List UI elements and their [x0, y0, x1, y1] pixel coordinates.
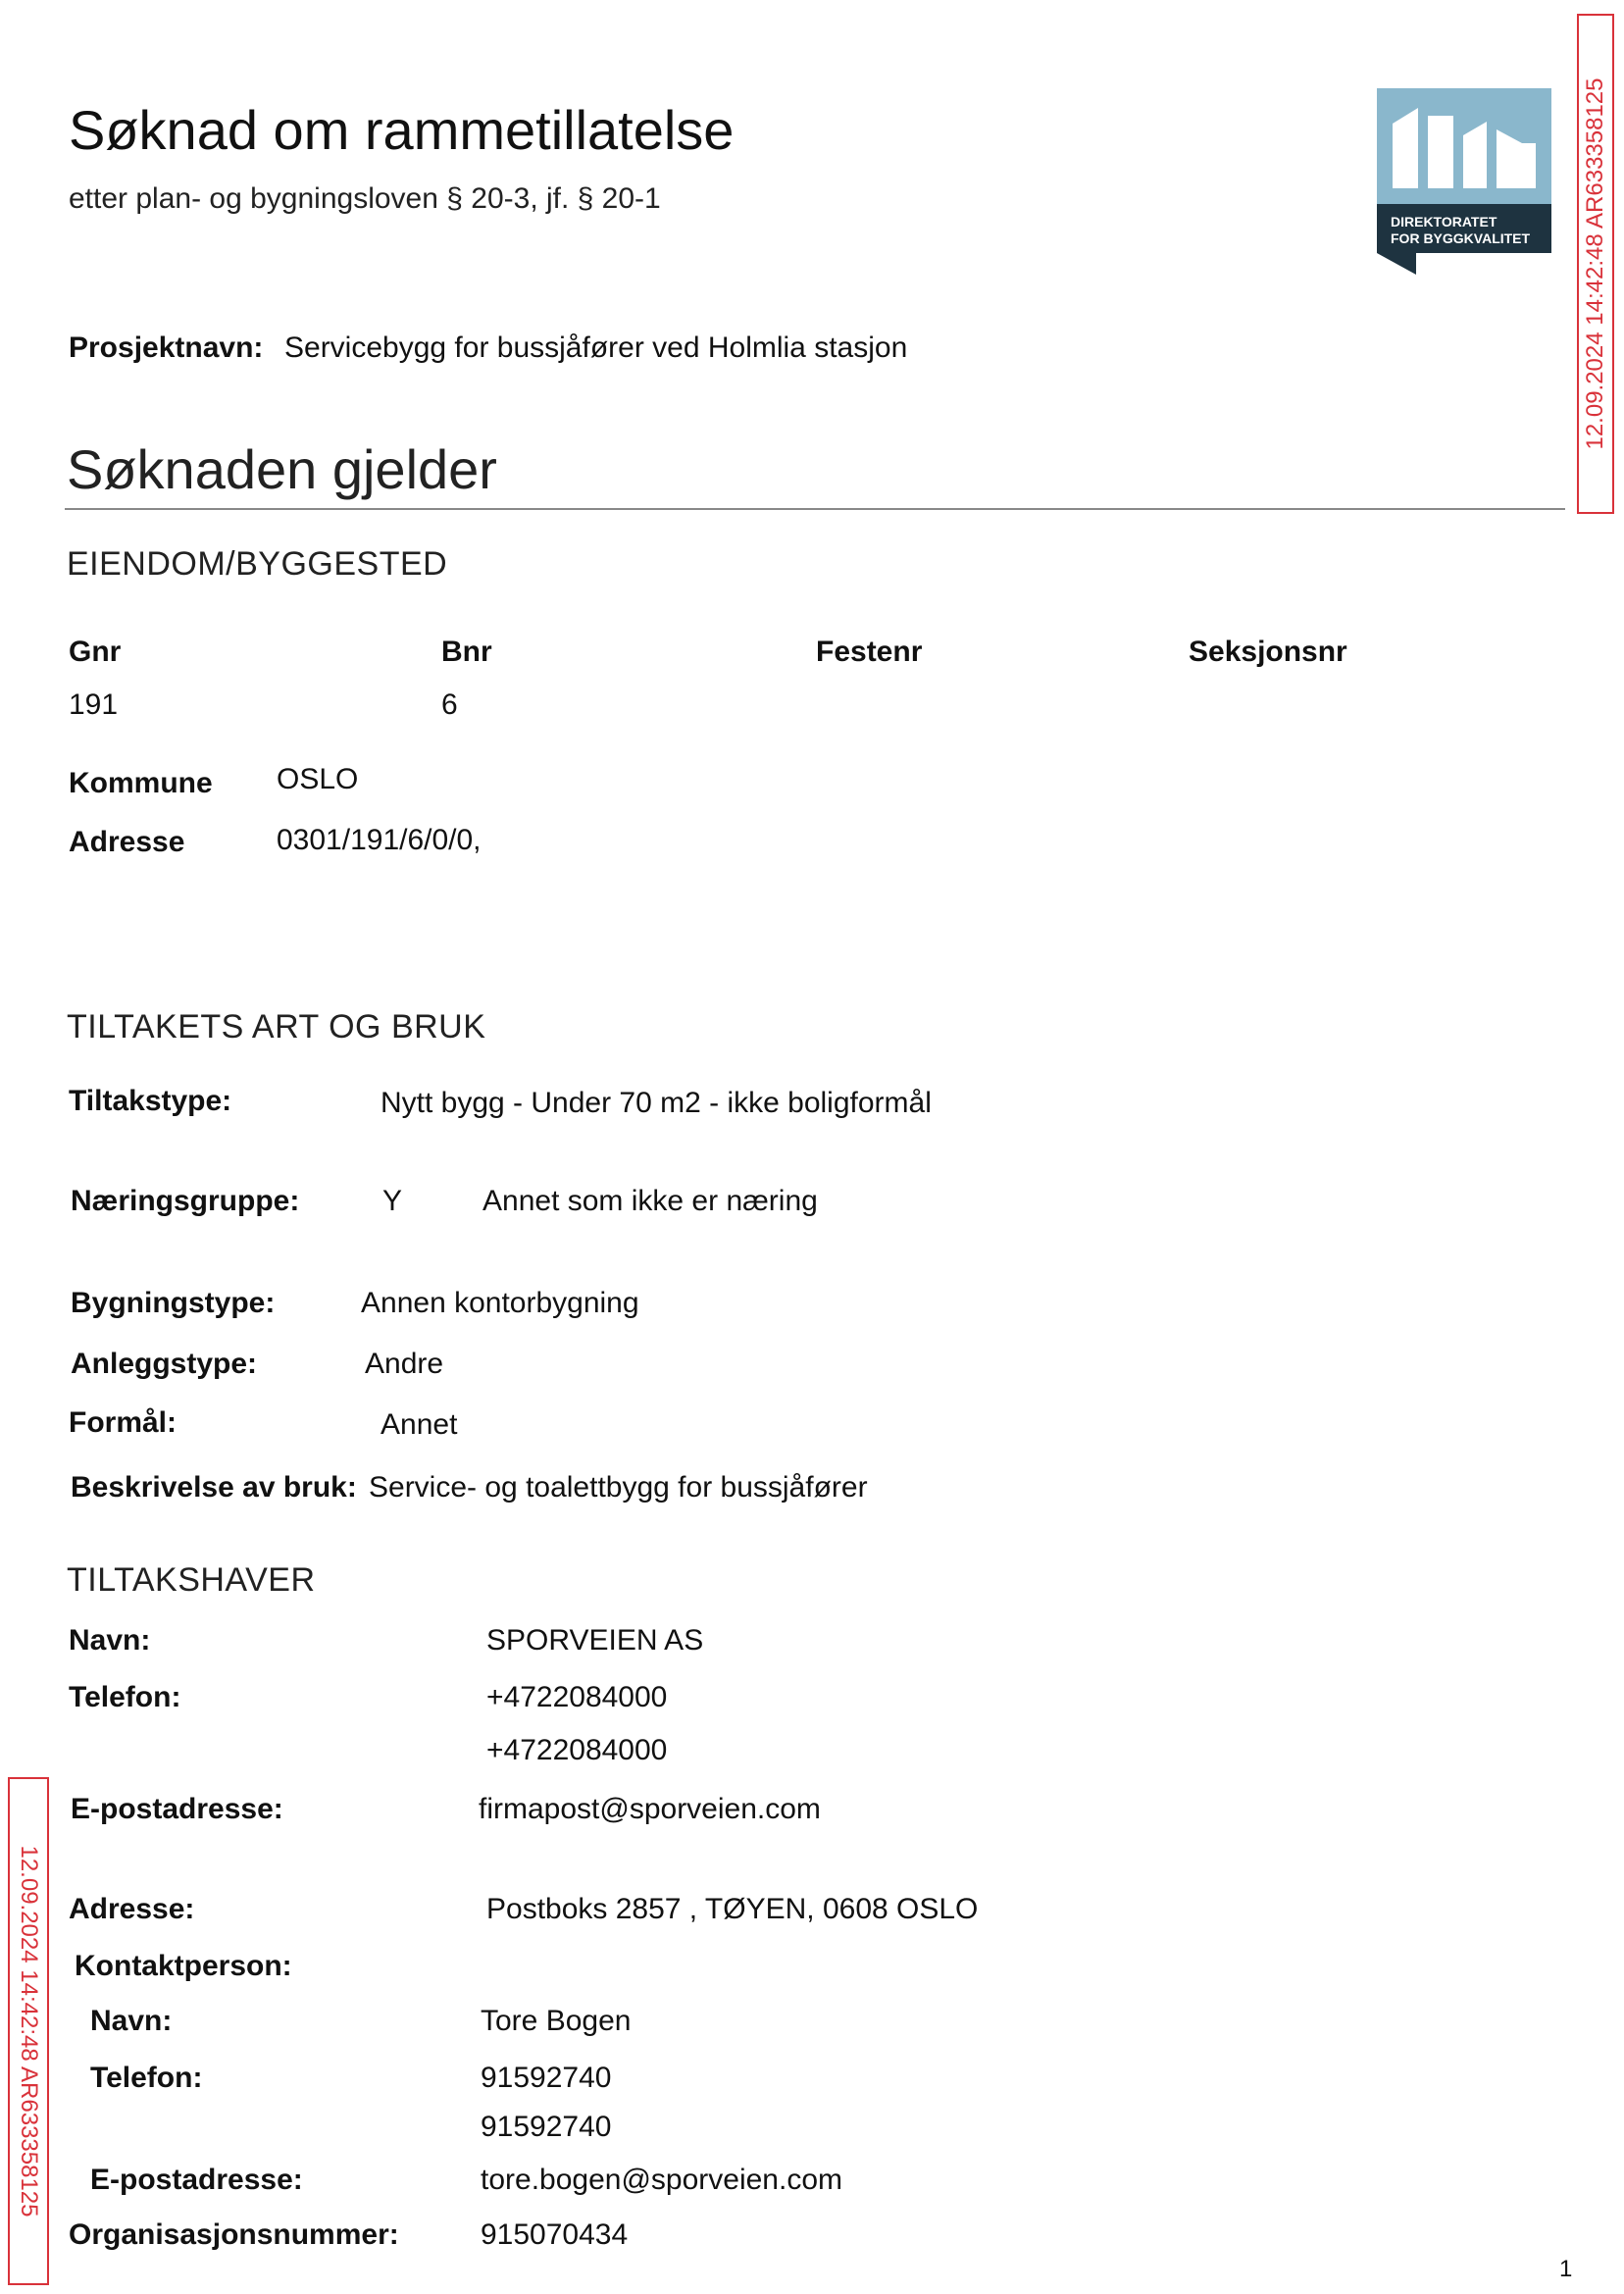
kontaktperson-telefon-value-1: 91592740	[481, 2062, 612, 2094]
formal-value: Annet	[381, 1408, 458, 1441]
kontaktperson-telefon-value-2: 91592740	[481, 2111, 612, 2143]
document-title: Søknad om rammetillatelse	[69, 99, 735, 161]
bygningstype-label: Bygningstype:	[71, 1287, 276, 1319]
dibk-logo	[1377, 88, 1551, 275]
naeringsgruppe-value: Annet som ikke er næring	[482, 1185, 818, 1217]
kommune-label: Kommune	[69, 767, 213, 799]
logo-text-line1: DIREKTORATET	[1391, 214, 1497, 229]
bygningstype-value: Annen kontorbygning	[361, 1287, 639, 1319]
column-header-bnr: Bnr	[441, 636, 492, 668]
project-name-label: Prosjektnavn:	[69, 331, 264, 364]
heading-divider	[65, 508, 1565, 510]
tiltakshaver-telefon-label: Telefon:	[69, 1681, 181, 1713]
page-number: 1	[1559, 2256, 1573, 2282]
organisasjonsnummer-label: Organisasjonsnummer:	[69, 2218, 399, 2251]
timestamp-stamp-text: 12.09.2024 14:42:48 AR633358125	[1582, 77, 1608, 450]
tiltakshaver-adresse-label: Adresse:	[69, 1893, 195, 1925]
dibk-logo-graphic	[1377, 88, 1551, 275]
kommune-value: OSLO	[277, 763, 359, 795]
naeringsgruppe-code: Y	[382, 1185, 403, 1217]
anleggstype-label: Anleggstype:	[71, 1348, 258, 1380]
kontaktperson-label: Kontaktperson:	[75, 1950, 292, 1982]
timestamp-stamp-right	[1577, 14, 1614, 514]
organisasjonsnummer-value: 915070434	[481, 2218, 629, 2251]
tiltakshaver-epost-value: firmapost@sporveien.com	[479, 1793, 821, 1825]
tiltakstype-label: Tiltakstype:	[69, 1085, 232, 1117]
beskrivelse-value: Service- og toalettbygg for bussjåfører	[369, 1471, 868, 1504]
section-heading-eiendom: EIENDOM/BYGGESTED	[67, 545, 448, 583]
column-header-festenr: Festenr	[816, 636, 923, 668]
section-heading-soknaden-gjelder: Søknaden gjelder	[67, 438, 497, 500]
logo-text-line2: FOR BYGGKVALITET	[1391, 230, 1531, 246]
tiltakstype-value: Nytt bygg - Under 70 m2 - ikke boligformål	[381, 1087, 932, 1119]
tiltakshaver-adresse-value: Postboks 2857 , TØYEN, 0608 OSLO	[486, 1893, 979, 1925]
tiltakshaver-telefon-value-1: +4722084000	[486, 1681, 668, 1713]
kontaktperson-epost-label: E-postadresse:	[90, 2164, 303, 2196]
column-header-seksjonsnr: Seksjonsnr	[1189, 636, 1347, 668]
bnr-value: 6	[441, 688, 458, 721]
column-header-gnr: Gnr	[69, 636, 122, 668]
kontaktperson-navn-label: Navn:	[90, 2005, 173, 2037]
timestamp-stamp-text: 12.09.2024 14:42:48 AR633358125	[16, 1845, 42, 2218]
kontaktperson-navn-value: Tore Bogen	[481, 2005, 632, 2037]
naeringsgruppe-label: Næringsgruppe:	[71, 1185, 300, 1217]
project-name-value: Servicebygg for bussjåfører ved Holmlia stasjon	[284, 331, 908, 364]
tiltakshaver-epost-label: E-postadresse:	[71, 1793, 283, 1825]
timestamp-stamp-left	[8, 1777, 49, 2285]
section-heading-tiltak: TILTAKETS ART OG BRUK	[67, 1008, 486, 1045]
anleggstype-value: Andre	[365, 1348, 444, 1380]
beskrivelse-label: Beskrivelse av bruk:	[71, 1471, 357, 1504]
formal-label: Formål:	[69, 1406, 178, 1439]
adresse-value: 0301/191/6/0/0,	[277, 824, 482, 856]
section-heading-tiltakshaver: TILTAKSHAVER	[67, 1561, 316, 1599]
tiltakshaver-telefon-value-2: +4722084000	[486, 1734, 668, 1766]
tiltakshaver-navn-label: Navn:	[69, 1624, 151, 1657]
document-subtitle: etter plan- og bygningsloven § 20-3, jf. § 20-1	[69, 182, 661, 215]
adresse-label: Adresse	[69, 826, 185, 858]
kontaktperson-epost-value: tore.bogen@sporveien.com	[481, 2164, 842, 2196]
tiltakshaver-navn-value: SPORVEIEN AS	[486, 1624, 704, 1657]
kontaktperson-telefon-label: Telefon:	[90, 2062, 203, 2094]
gnr-value: 191	[69, 688, 119, 721]
